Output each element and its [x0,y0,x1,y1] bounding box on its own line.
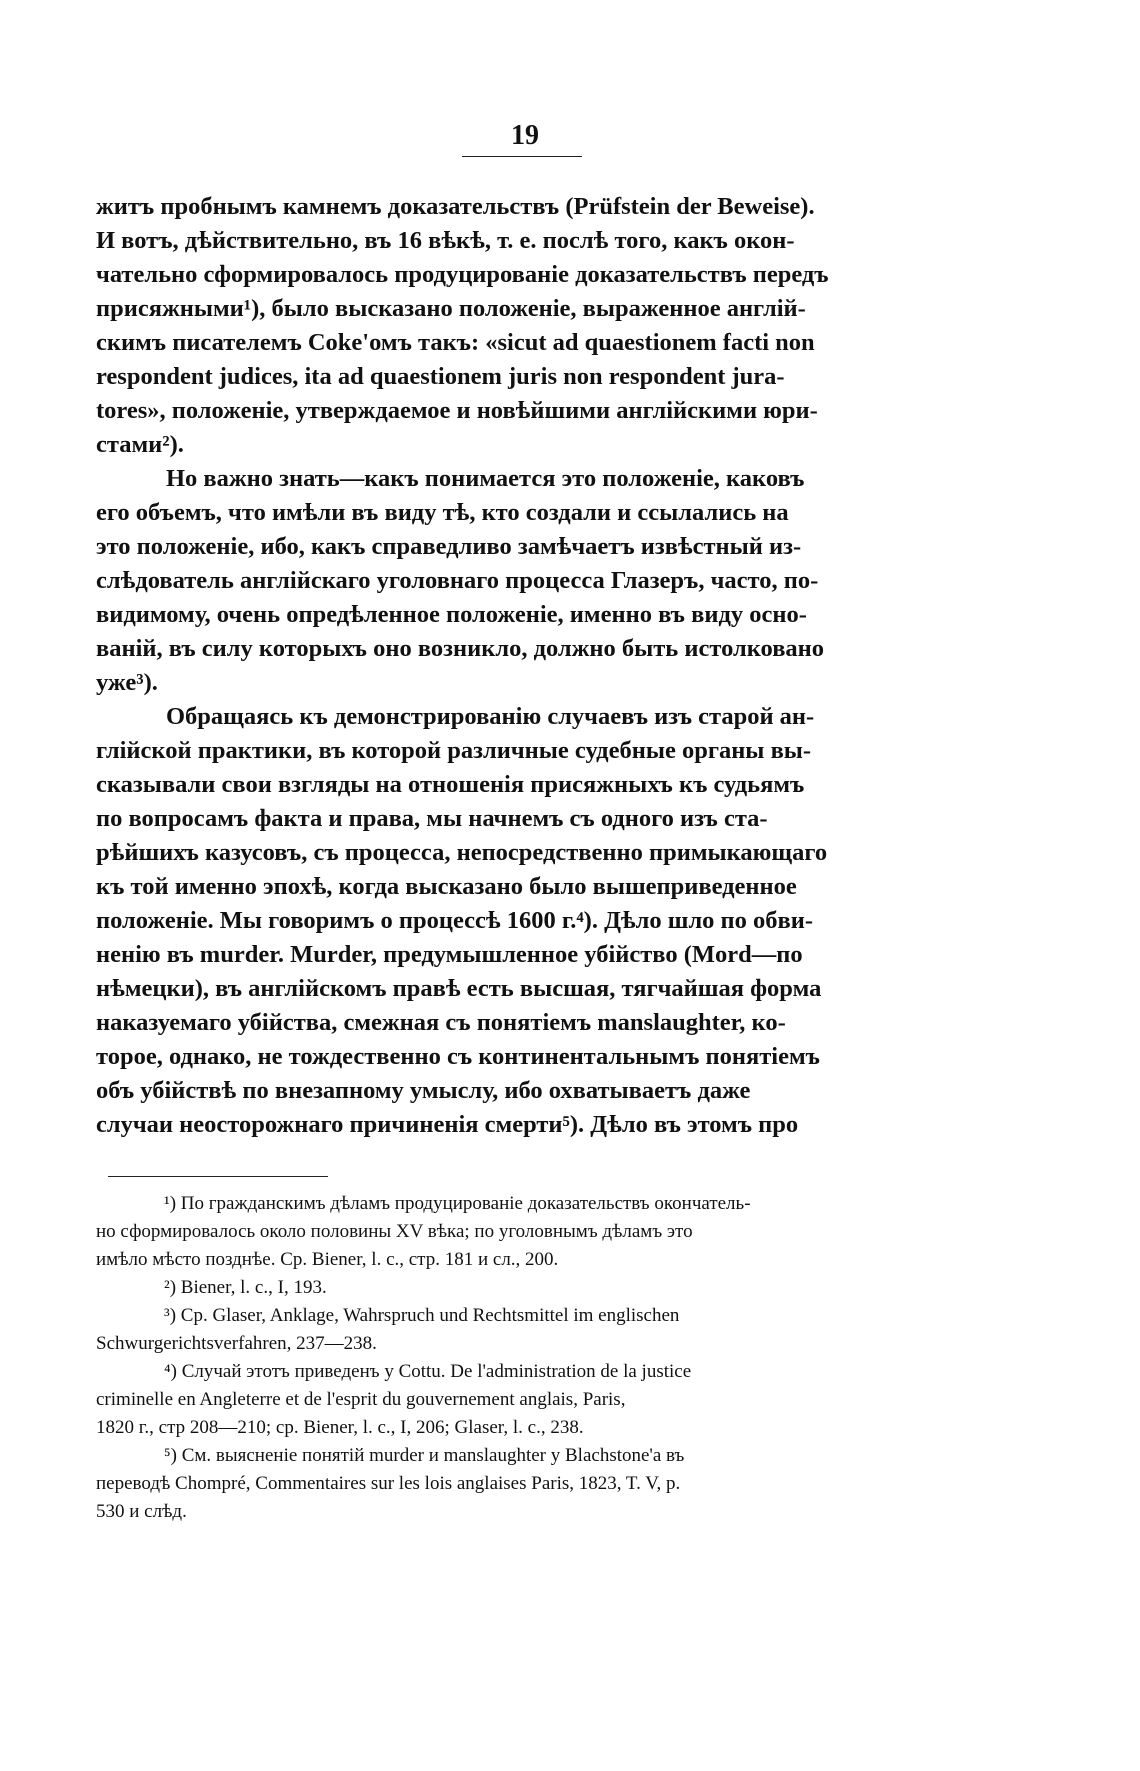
footnote [96,1274,934,1302]
footnote-line: 1820 г., стр 208—210; ср. Biener, l. c., I, 206; Glaser, l. c., 238. [96,1417,584,1438]
footnotes [96,1190,934,1526]
text-line: это положеніе, ибо, какъ справедливо замѣчаетъ извѣстный из- [96,533,802,560]
paragraph [96,462,934,700]
footnote-line: ²) Biener, l. c., I, 193. [164,1277,327,1298]
text-line: И вотъ, дѣйствительно, въ 16 вѣкѣ, т. е. послѣ того, какъ окон- [96,227,795,254]
footnote [96,1302,934,1358]
text-line: присяжными¹), было высказано положеніе, выраженное англій- [96,295,806,322]
footnote-line: criminelle en Angleterre et de l'esprit du gouvernement anglais, Paris, [96,1389,626,1410]
footnote-line: ⁴) Случай этотъ приведенъ у Cottu. De l'administration de la justice [164,1361,692,1382]
text-line: его объемъ, что имѣли въ виду тѣ, кто создали и ссылались на [96,499,789,526]
footnote [96,1358,934,1442]
paragraph [96,700,934,1142]
page-number: 19 [511,120,539,151]
text-line: слѣдователь англійскаго уголовнаго процесса Глазеръ, часто, по- [96,567,819,594]
text-line: ненію въ murder. Murder, предумышленное убійство (Mord—по [96,941,803,968]
text-line: видимому, очень опредѣленное положеніе, именно въ виду осно- [96,601,807,628]
text-line: стами²). [96,431,184,458]
footnote-line: но сформировалось около половины XV вѣка; по уголовнымъ дѣламъ это [96,1221,693,1242]
text-line: случаи неосторожнаго причиненія смерти⁵). Дѣло въ этомъ про [96,1111,799,1138]
footnote [96,1442,934,1526]
footnote-line: ¹) По гражданскимъ дѣламъ продуцированіе доказательствъ окончатель- [164,1193,751,1214]
text-line: нѣмецки), въ англійскомъ правѣ есть высшая, тягчайшая форма [96,975,822,1002]
text-line: скимъ писателемъ Coke'омъ такъ: «sicut ad quaestionem facti non [96,329,815,356]
footnote-line: ³) Ср. Glaser, Anklage, Wahrspruch und Rechtsmittel im englischen [164,1305,680,1326]
main-text [96,190,934,1142]
text-line: по вопросамъ факта и права, мы начнемъ съ одного изъ ста- [96,805,768,832]
text-line: respondent judices, ita ad quaestionem juris non respondent jura- [96,363,785,390]
text-line: глійской практики, въ которой различные судебные органы вы- [96,737,812,764]
footnote [96,1190,934,1274]
text-line: объ убійствѣ по внезапному умыслу, ибо охватываетъ даже [96,1077,751,1104]
text-line: положеніе. Мы говоримъ о процессѣ 1600 г.⁴). Дѣло шло по обви- [96,907,814,934]
text-line: tores», положеніе, утверждаемое и новѣйшими англійскими юри- [96,397,818,424]
page-number-rule [462,156,582,157]
footnote-line: переводѣ Chompré, Commentaires sur les lois anglaises Paris, 1823, T. V, p. [96,1473,681,1494]
text-line: къ той именно эпохѣ, когда высказано было вышеприведенное [96,873,797,900]
text-line: Но важно знать—какъ понимается это положеніе, каковъ [166,465,805,492]
footnote-line: 530 и слѣд. [96,1501,187,1522]
text-line: сказывали свои взгляды на отношенія присяжныхъ къ судьямъ [96,771,805,798]
footnote-separator [108,1176,328,1177]
text-line: наказуемаго убійства, смежная съ понятіемъ manslaughter, ко- [96,1009,786,1036]
text-line: рѣйшихъ казусовъ, съ процесса, непосредственно примыкающаго [96,839,828,866]
text-line: чательно сформировалось продуцированіе доказательствъ передъ [96,261,829,288]
footnote-line: имѣло мѣсто позднѣе. Ср. Biener, l. c., стр. 181 и сл., 200. [96,1249,559,1270]
text-line: торое, однако, не тождественно съ континентальнымъ понятіемъ [96,1043,820,1070]
footnote-line: Schwurgerichtsverfahren, 237—238. [96,1333,377,1354]
paragraph [96,190,934,462]
text-line: Обращаясь къ демонстрированію случаевъ изъ старой ан- [166,703,815,730]
text-line: житъ пробнымъ камнемъ доказательствъ (Prüfstein der Beweise). [96,193,815,220]
footnote-line: ⁵) См. выясненіе понятій murder и manslaughter у Blachstone'а въ [164,1445,685,1466]
text-line: ваній, въ силу которыхъ оно возникло, должно быть истолковано [96,635,825,662]
text-line: уже³). [96,669,158,696]
